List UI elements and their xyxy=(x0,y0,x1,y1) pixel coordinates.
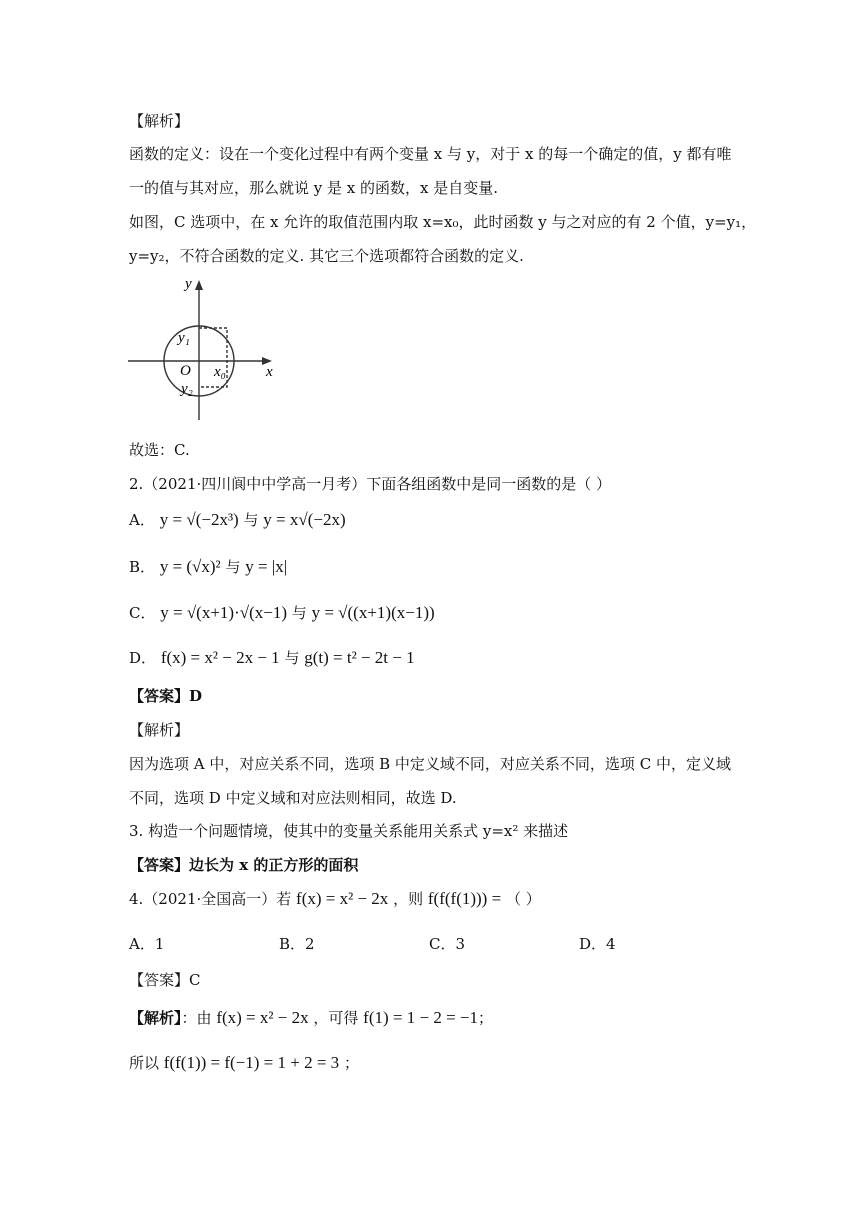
option-formula-1: f(x) = x² − 2x − 1 xyxy=(160,648,280,667)
q2-option-c xyxy=(129,603,435,623)
explanation-line-2: y=y₂，不符合函数的定义. 其它三个选项都符合函数的定义. xyxy=(129,247,524,265)
q2-analysis-line-2: 不同，选项 D 中定义域和对应法则相同，故选 D. xyxy=(129,789,457,807)
option-formula-1: y = √(−2x³) xyxy=(159,510,239,529)
origin-label: O xyxy=(180,363,191,379)
q4-stem-prefix: 4.（2021·全国高一）若 xyxy=(129,890,292,908)
circle-graph-figure xyxy=(128,270,288,430)
q4-solution-line-2 xyxy=(129,1053,359,1073)
q2-analysis-line-1: 因为选项 A 中，对应关系不同，选项 B 中定义域不同，对应关系不同，选项 C 中，定义域 xyxy=(129,755,731,773)
option-formula-2: g(t) = t² − 2t − 1 xyxy=(304,648,415,667)
option-label: A． xyxy=(129,511,155,529)
option-separator: 与 xyxy=(284,649,300,667)
q4-choice-a: A．1 xyxy=(129,935,165,953)
definition-line-2: 一的值与其对应，那么就说 y 是 x 的函数，x 是自变量. xyxy=(129,179,499,197)
option-label: C． xyxy=(129,604,156,622)
q3-stem: 3. 构造一个问题情境，使其中的变量关系能用关系式 y=x² 来描述 xyxy=(129,822,569,840)
option-separator: 与 xyxy=(243,511,259,529)
y-arrow-icon xyxy=(195,280,203,290)
q4-solution-text: 所以 xyxy=(129,1054,160,1072)
explanation-line-1: 如图，C 选项中，在 x 允许的取值范围内取 x=x₀，此时函数 y 与之对应的有 2 个值，y=y₁， xyxy=(129,213,757,231)
q4-expression: f(f(f(1))) = xyxy=(427,889,502,908)
option-separator: 与 xyxy=(291,604,307,622)
option-label: B． xyxy=(129,558,156,576)
q4-solution-text: ； xyxy=(478,1009,494,1027)
q3-answer: 【答案】边长为 x 的正方形的面积 xyxy=(129,856,359,874)
y-axis-label: y xyxy=(185,276,192,292)
q4-solution-heading: 【解析】 xyxy=(129,1009,182,1027)
q4-solution-text: ； xyxy=(343,1054,359,1072)
option-formula-1: y = (√x)² xyxy=(159,557,221,576)
x0-label: x₀ xyxy=(214,364,226,380)
analysis-conclusion: 故选：C. xyxy=(129,441,190,459)
q2-option-d xyxy=(129,648,415,668)
q4-choice-c: C．3 xyxy=(429,935,466,953)
q4-function: f(x) = x² − 2x xyxy=(296,889,389,908)
option-label: D． xyxy=(129,649,157,667)
q4-choice-b: B．2 xyxy=(279,935,315,953)
q2-option-b xyxy=(129,557,287,577)
y2-label: y₂ xyxy=(181,381,193,397)
q4-answer: 【答案】C xyxy=(129,971,201,989)
q2-stem: 2.（2021·四川阆中中学高一月考）下面各组函数中是同一函数的是（ ） xyxy=(129,475,612,493)
q4-solution-line-1 xyxy=(129,1008,493,1028)
q4-solution-text: ，可得 xyxy=(313,1009,359,1027)
q4-solution-math: f(x) = x² − 2x xyxy=(216,1008,309,1027)
q4-solution-text: ：由 xyxy=(181,1009,212,1027)
q4-solution-math: f(f(1)) = f(−1) = 1 + 2 = 3 xyxy=(163,1053,340,1072)
q2-analysis-heading: 【解析】 xyxy=(129,721,190,739)
y1-label: y₁ xyxy=(178,330,190,346)
option-formula-1: y = √(x+1)·√(x−1) xyxy=(160,603,287,622)
q4-stem xyxy=(129,889,541,909)
x-axis-label: x xyxy=(266,364,273,380)
option-formula-2: y = x√(−2x) xyxy=(263,510,346,529)
option-separator: 与 xyxy=(225,558,241,576)
analysis-heading: 【解析】 xyxy=(129,112,190,130)
q4-solution-math: f(1) = 1 − 2 = −1 xyxy=(363,1008,478,1027)
q4-choice-d: D．4 xyxy=(579,935,616,953)
q4-stem-mid: ，则 xyxy=(393,890,424,908)
q2-answer: 【答案】D xyxy=(129,687,203,705)
q2-option-a xyxy=(129,510,346,530)
definition-line-1: 函数的定义：设在一个变化过程中有两个变量 x 与 y，对于 x 的每一个确定的值，y 都有唯 xyxy=(129,145,732,163)
q4-stem-suffix: （ ） xyxy=(505,890,541,908)
option-formula-2: y = √((x+1)(x−1)) xyxy=(311,603,435,622)
option-formula-2: y = |x| xyxy=(245,557,288,576)
